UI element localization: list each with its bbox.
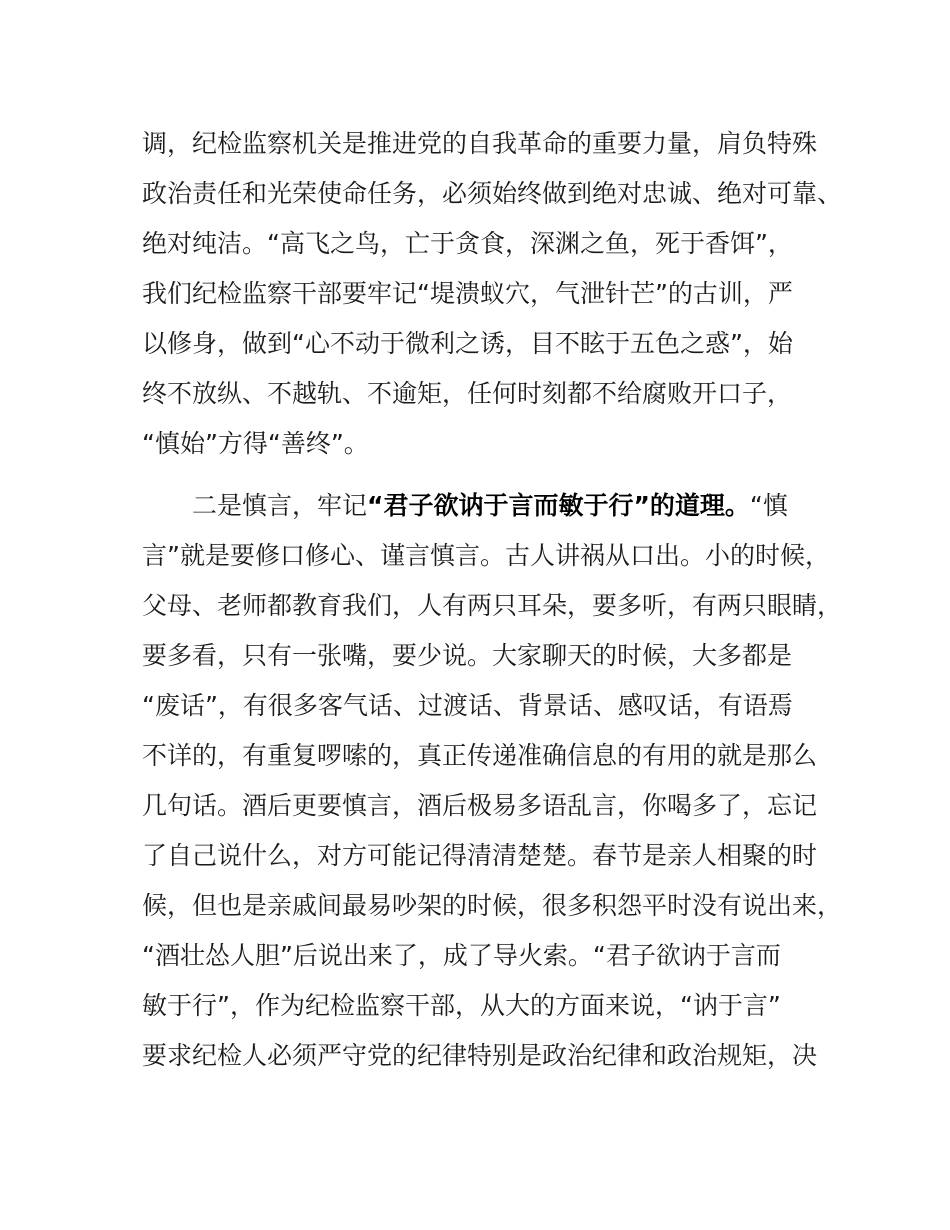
text-line: 终不放纵、不越轨、不逾矩，任何时刻都不给腐败开口子， bbox=[142, 379, 793, 408]
text-line: 以修身，做到“心不动于微利之诱，目不眩于五色之惑”，始 bbox=[142, 329, 793, 358]
text-line: 敏于行”，作为纪检监察干部，从大的方面来说，“讷于言” bbox=[142, 991, 781, 1020]
text-line: 绝对纯洁。“高飞之鸟，亡于贪食，深渊之鱼，死于香饵”， bbox=[142, 229, 793, 258]
paragraph-heading-line bbox=[192, 486, 788, 526]
text-line: 调，纪检监察机关是推进党的自我革命的重要力量，肩负特殊 bbox=[142, 129, 818, 158]
heading-emphasis: “君子欲讷于言而敏于行”的道理。 bbox=[367, 491, 750, 520]
text-line: 了自己说什么，对方可能记得清清楚楚。春节是亲人相聚的时 bbox=[142, 841, 818, 870]
text-line: 父母、老师都教育我们，人有两只耳朵，要多听，有两只眼睛， bbox=[142, 591, 843, 620]
text-line: “慎始”方得“善终”。 bbox=[142, 429, 369, 458]
text-line: 候，但也是亲戚间最易吵架的时候，很多积怨平时没有说出来， bbox=[142, 891, 843, 920]
text-line: 我们纪检监察干部要牢记“堤溃蚁穴，气泄针芒”的古训，严 bbox=[142, 279, 793, 308]
text-line: 要求纪检人必须严守党的纪律特别是政治纪律和政治规矩，决 bbox=[142, 1041, 818, 1070]
heading-tail: “慎 bbox=[749, 491, 788, 520]
text-line: 政治责任和光荣使命任务，必须始终做到绝对忠诚、绝对可靠、 bbox=[142, 179, 843, 208]
heading-lead: 二是慎言，牢记 bbox=[192, 491, 368, 520]
text-line: 不详的，有重复啰嗦的，真正传递准确信息的有用的就是那么 bbox=[142, 741, 818, 770]
text-line: 言”就是要修口修心、谨言慎言。古人讲祸从口出。小的时候， bbox=[142, 541, 830, 570]
text-line: “酒壮怂人胆”后说出来了，成了导火索。“君子欲讷于言而 bbox=[142, 941, 781, 970]
text-line: 要多看，只有一张嘴，要少说。大家聊天的时候，大多都是 bbox=[142, 641, 793, 670]
text-line: 几句话。酒后更要慎言，酒后极易多语乱言，你喝多了，忘记 bbox=[142, 791, 818, 820]
text-line: “废话”，有很多客气话、过渡话、背景话、感叹话，有语焉 bbox=[142, 691, 793, 720]
